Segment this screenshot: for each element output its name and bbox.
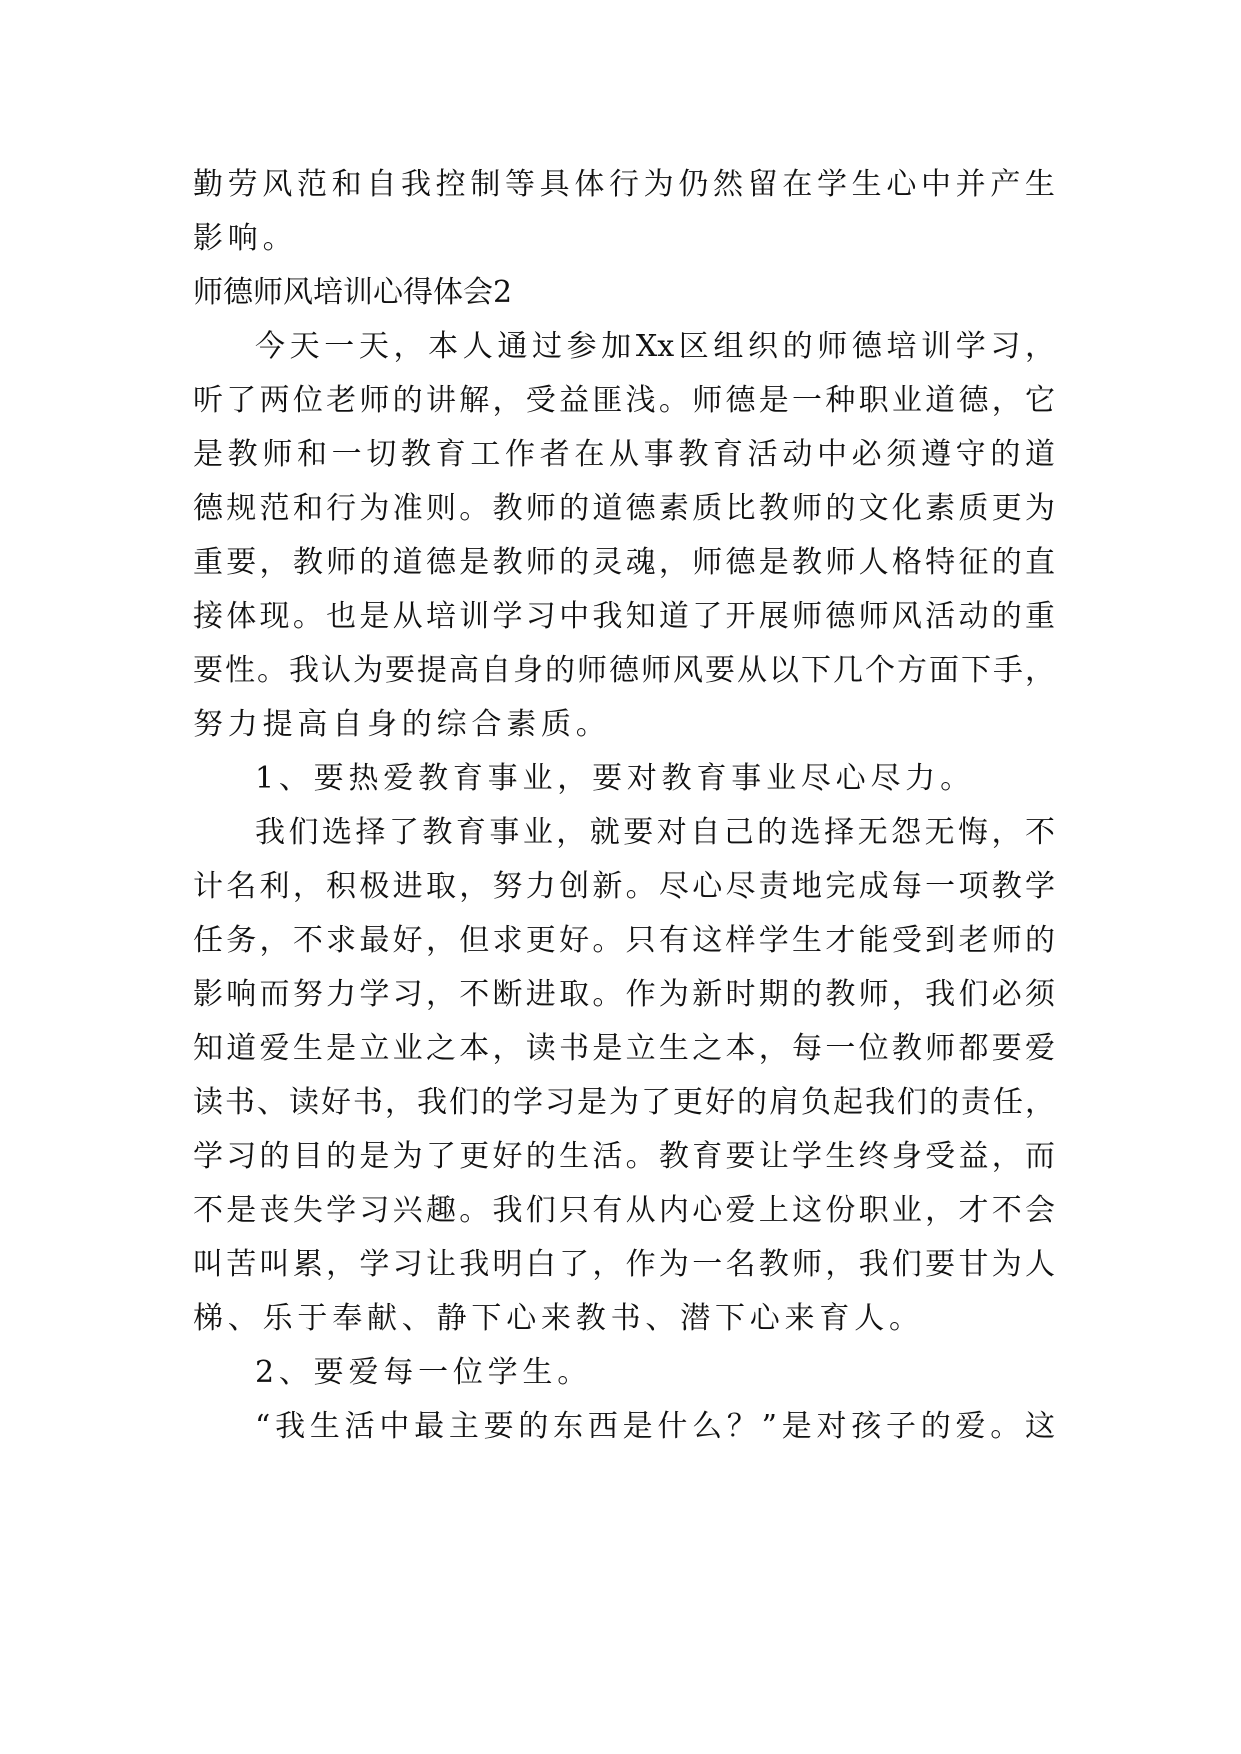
text-line: 不是丧失学习兴趣。我们只有从内心爱上这份职业，才不会 (193, 1193, 1055, 1228)
paragraph-first-line: “我生活中最主要的东西是什么？”是对孩子的爱。这 (255, 1409, 1055, 1444)
text-line: 影响。 (193, 221, 298, 256)
text-line: 叫苦叫累，学习让我明白了，作为一名教师，我们要甘为人 (193, 1247, 1055, 1282)
section-heading: 师德师风培训心得体会2 (193, 275, 513, 310)
text-line: 德规范和行为准则。教师的道德素质比教师的文化素质更为 (193, 491, 1055, 526)
text-line: 努力提高自身的综合素质。 (193, 707, 611, 742)
text-line: 接体现。也是从培训学习中我知道了开展师德师风活动的重 (193, 599, 1055, 634)
text-line: 是教师和一切教育工作者在从事教育活动中必须遵守的道 (193, 437, 1055, 472)
text-line: 听了两位老师的讲解，受益匪浅。师德是一种职业道德，它 (193, 383, 1055, 418)
list-item-heading: 2、要爱每一位学生。 (255, 1355, 593, 1390)
paragraph-first-line: 我们选择了教育事业，就要对自己的选择无怨无悔，不 (255, 815, 1055, 850)
text-line: 重要，教师的道德是教师的灵魂，师德是教师人格特征的直 (193, 545, 1055, 580)
paragraph-first-line: 今天一天，本人通过参加Xx区组织的师德培训学习， (255, 329, 1055, 364)
list-item-heading: 1、要热爱教育事业，要对教育事业尽心尽力。 (255, 761, 975, 796)
text-line: 读书、读好书，我们的学习是为了更好的肩负起我们的责任， (193, 1085, 1055, 1120)
text-line: 学习的目的是为了更好的生活。教育要让学生终身受益，而 (193, 1139, 1055, 1174)
text-line: 影响而努力学习，不断进取。作为新时期的教师，我们必须 (193, 977, 1055, 1012)
text-line: 要性。我认为要提高自身的师德师风要从以下几个方面下手， (193, 653, 1055, 688)
text-line: 勤劳风范和自我控制等具体行为仍然留在学生心中并产生 (193, 167, 1055, 202)
text-line: 计名利，积极进取，努力创新。尽心尽责地完成每一项教学 (193, 869, 1055, 904)
text-line: 任务，不求最好，但求更好。只有这样学生才能受到老师的 (193, 923, 1055, 958)
document-page (193, 158, 1055, 1454)
text-line: 知道爱生是立业之本，读书是立生之本，每一位教师都要爱 (193, 1031, 1055, 1066)
text-line: 梯、乐于奉献、静下心来教书、潜下心来育人。 (193, 1301, 924, 1336)
